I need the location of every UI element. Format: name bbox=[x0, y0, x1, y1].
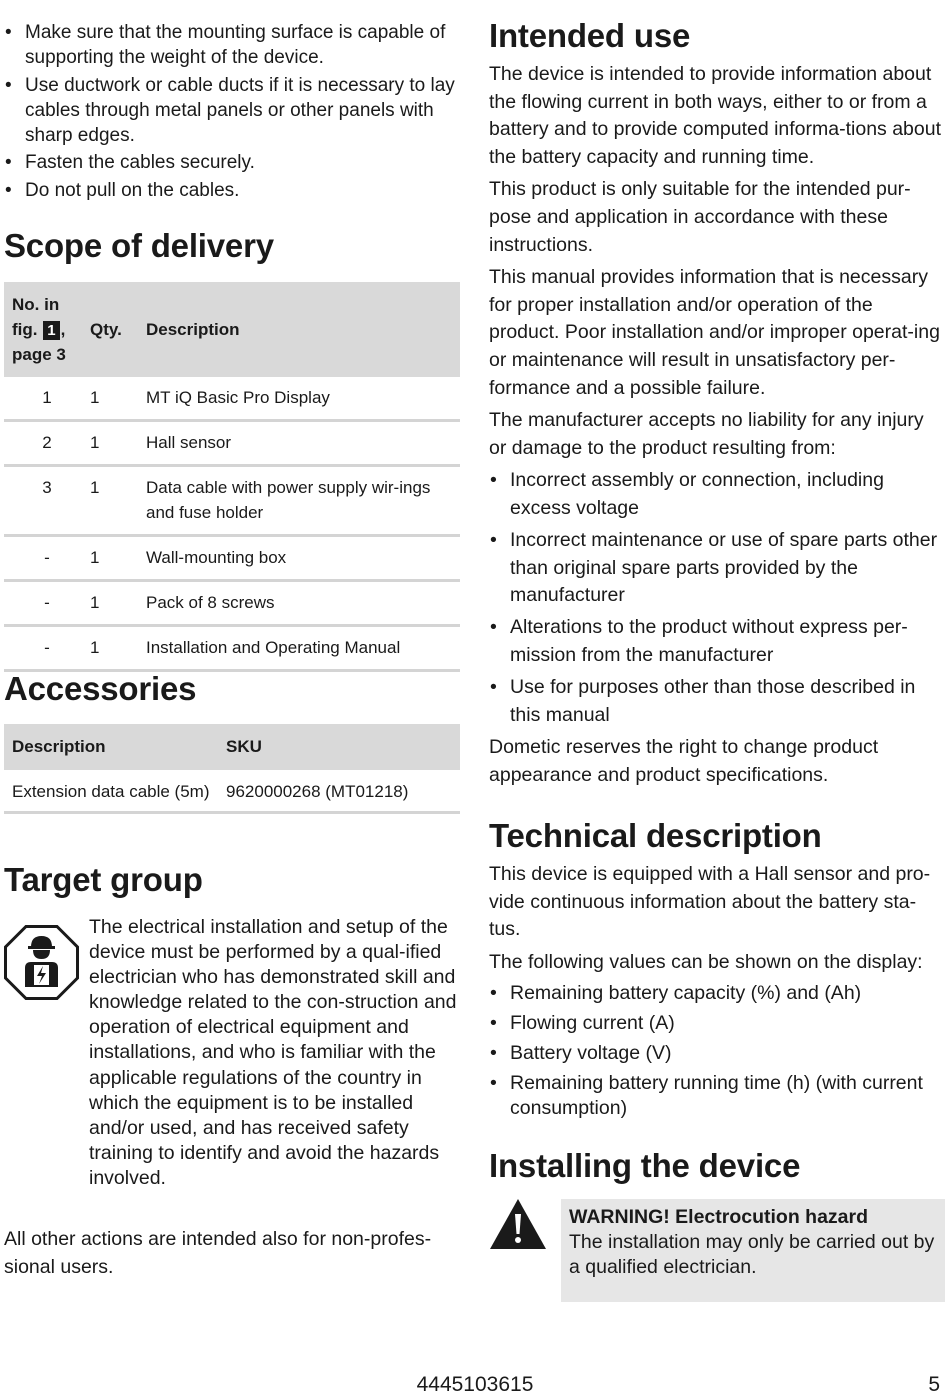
table-row bbox=[4, 377, 460, 421]
column-header-sku: SKU bbox=[218, 724, 460, 770]
scope-of-delivery-table bbox=[4, 282, 460, 672]
warning-triangle-icon bbox=[489, 1198, 547, 1250]
target-group-text: The electrical installation and setup of the device must be performed by a qual-ified electrician who has demonstrated skill and knowledge related to the con-struction and operation of electrical equipment and installations, and who is familiar with the applicable regulations of the country in which the equipment is to be installed and/or used, and has received safety training to identify and avoid the hazards involved. bbox=[89, 916, 457, 1189]
technical-description-body bbox=[489, 861, 945, 1126]
table-row bbox=[4, 626, 460, 671]
target-group-heading: Target group bbox=[4, 861, 203, 898]
technical-description-heading: Technical description bbox=[489, 817, 822, 854]
display-values-list bbox=[489, 981, 945, 1121]
list-item: • Remaining battery capacity (%) and (Ah) bbox=[489, 981, 945, 1006]
paragraph: The manufacturer accepts no liability for any injury or damage to the product resulting from: bbox=[489, 409, 924, 459]
table-row bbox=[4, 581, 460, 626]
list-item: • Remaining battery running time (h) (with current consumption) bbox=[489, 1071, 945, 1121]
cell-description: Data cable with power supply wir-ings and fuse holder bbox=[138, 466, 460, 536]
cell-qty: 1 bbox=[90, 421, 138, 466]
cell-description: Hall sensor bbox=[138, 421, 460, 466]
cell-number: 1 bbox=[4, 377, 90, 421]
list-item: • Fasten the cables securely. bbox=[4, 150, 460, 175]
warning-text: The installation may only be carried out by a qualified electrician. bbox=[569, 1231, 935, 1278]
list-item: • Do not pull on the cables. bbox=[4, 178, 460, 203]
cell-number: - bbox=[4, 626, 90, 671]
paragraph: This device is equipped with a Hall sensor and pro-vide continuous information about the battery sta-tus. bbox=[489, 863, 931, 941]
paragraph: Dometic reserves the right to change product appearance and product specifications. bbox=[489, 736, 879, 787]
cell-qty: 1 bbox=[90, 626, 138, 671]
paragraph: This manual provides information that is necessary for proper installation and/or operation of the product. Poor installation and/or improper operat-ing or maintenance will result in unsatisfactory per-formance and a possible failure. bbox=[489, 266, 940, 399]
accessories-table bbox=[4, 724, 460, 814]
list-item: • Incorrect assembly or connection, including excess voltage bbox=[489, 467, 945, 522]
paragraph: The device is intended to provide information about the flowing current in both ways, either to or from a battery and to provide computed informa-tions about the battery capacity and running time. bbox=[489, 63, 942, 168]
accessories-heading: Accessories bbox=[4, 670, 197, 707]
non-professional-note: All other actions are intended also for non-profes-sional users. bbox=[4, 1228, 432, 1278]
installing-the-device-heading: Installing the device bbox=[489, 1147, 801, 1184]
table-row bbox=[4, 466, 460, 536]
intended-use-body bbox=[489, 61, 945, 795]
warning-box bbox=[561, 1199, 945, 1302]
table-row bbox=[4, 770, 460, 813]
cell-sku: 9620000268 (MT01218) bbox=[218, 770, 460, 813]
column-header-description: Description bbox=[138, 282, 460, 377]
cell-qty: 1 bbox=[90, 536, 138, 581]
cell-description: Extension data cable (5m) bbox=[4, 770, 218, 813]
scope-of-delivery-heading: Scope of delivery bbox=[4, 227, 274, 264]
list-item: • Alterations to the product without express per-mission from the manufacturer bbox=[489, 614, 945, 669]
safety-bullet-list bbox=[4, 20, 460, 205]
cell-qty: 1 bbox=[90, 377, 138, 421]
cell-description: Wall-mounting box bbox=[138, 536, 460, 581]
document-number: 4445103615 bbox=[416, 1373, 534, 1396]
column-header-description: Description bbox=[4, 724, 218, 770]
cell-qty: 1 bbox=[90, 466, 138, 536]
table-header-row bbox=[4, 724, 460, 770]
cell-number: 2 bbox=[4, 421, 90, 466]
paragraph: The following values can be shown on the display: bbox=[489, 950, 923, 973]
list-item: • Use for purposes other than those described in this manual bbox=[489, 674, 945, 729]
table-header-row bbox=[4, 282, 460, 377]
qualified-electrician-icon bbox=[4, 925, 79, 1000]
cell-number: 3 bbox=[4, 466, 90, 536]
warning-title: WARNING! Electrocution hazard bbox=[569, 1206, 869, 1228]
table-row bbox=[4, 421, 460, 466]
list-item: • Flowing current (A) bbox=[489, 1011, 945, 1036]
list-item: • Use ductwork or cable ducts if it is necessary to lay cables through metal panels or other panels with sharp edges. bbox=[4, 73, 460, 148]
cell-description: Pack of 8 screws bbox=[138, 581, 460, 626]
liability-list bbox=[489, 467, 945, 729]
figure-number-badge: 1 bbox=[43, 321, 59, 340]
cell-qty: 1 bbox=[90, 581, 138, 626]
list-item: • Incorrect maintenance or use of spare parts other than original spare parts provided by the manufacturer bbox=[489, 527, 945, 610]
list-item: • Make sure that the mounting surface is capable of supporting the weight of the device. bbox=[4, 20, 460, 70]
intended-use-heading: Intended use bbox=[489, 17, 691, 54]
column-header-qty: Qty. bbox=[90, 282, 138, 377]
cell-description: Installation and Operating Manual bbox=[138, 626, 460, 671]
column-header-number: No. in fig. 1 , page 3 bbox=[4, 282, 90, 377]
page-number: 5 bbox=[928, 1373, 940, 1396]
list-item: • Battery voltage (V) bbox=[489, 1041, 945, 1066]
cell-number: - bbox=[4, 536, 90, 581]
paragraph: This product is only suitable for the intended pur-pose and application in accordance with these instructions. bbox=[489, 178, 911, 256]
table-row bbox=[4, 536, 460, 581]
cell-description: MT iQ Basic Pro Display bbox=[138, 377, 460, 421]
cell-number: - bbox=[4, 581, 90, 626]
